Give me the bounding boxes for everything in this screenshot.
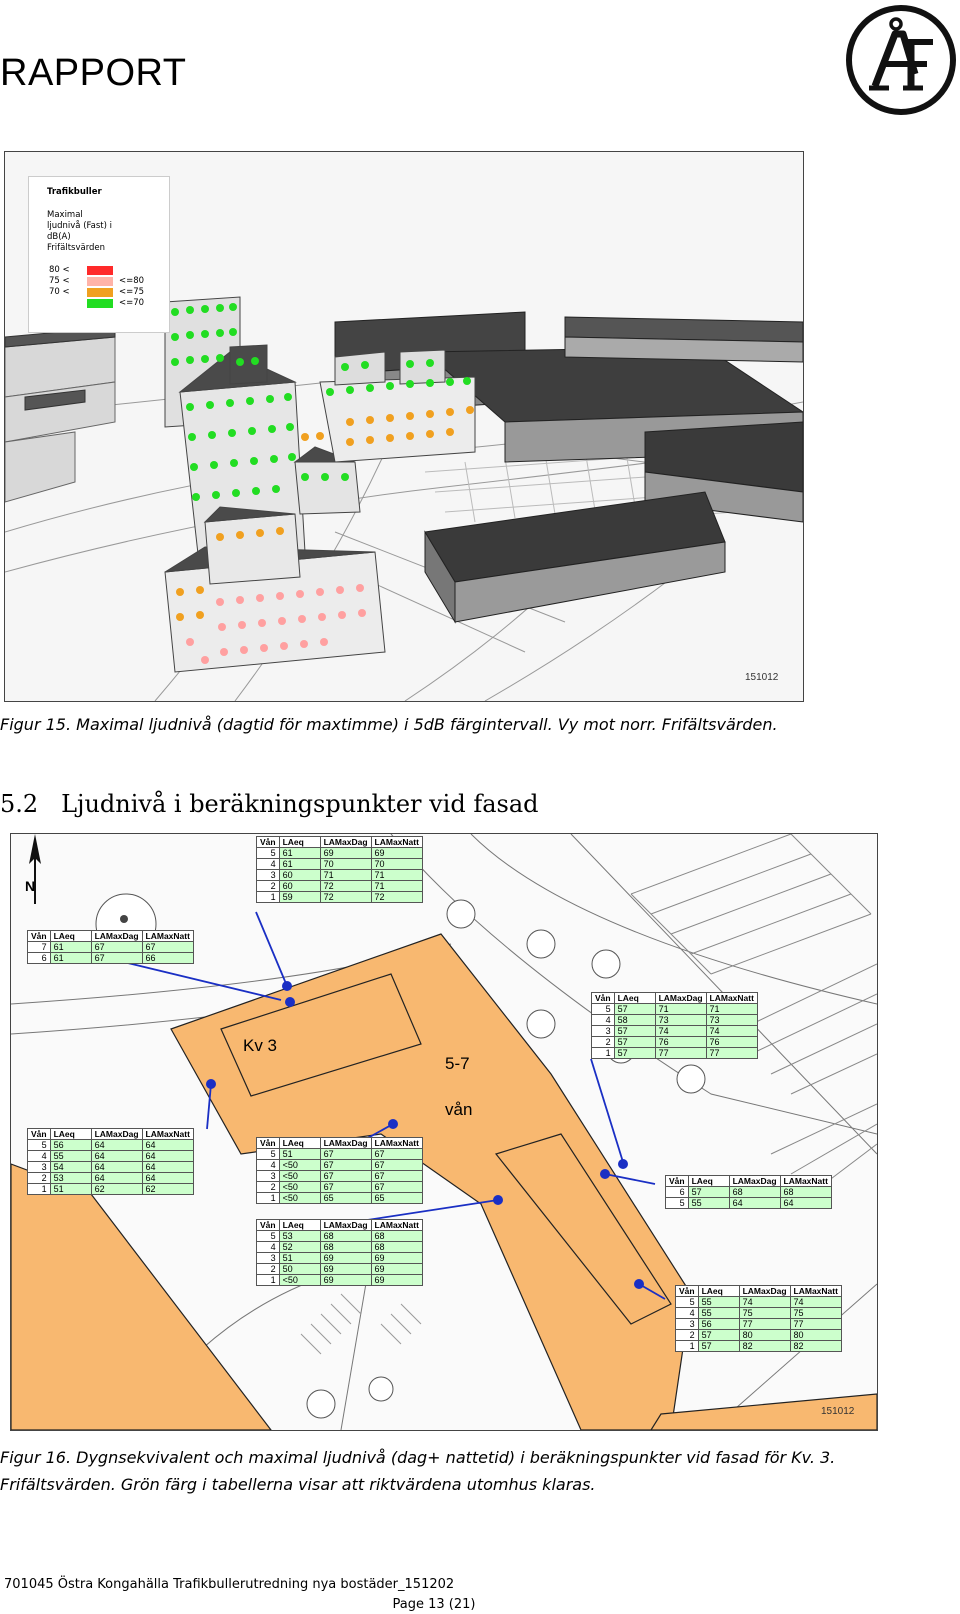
table-cell: 67 <box>371 1149 422 1160</box>
table-header-cell: LAMaxDag <box>320 1220 371 1231</box>
table-row <box>257 848 423 859</box>
table-header-cell: LAMaxNatt <box>142 931 193 942</box>
table-cell: 56 <box>50 1140 91 1151</box>
table-cell: 77 <box>655 1048 706 1059</box>
table-cell: 67 <box>320 1182 371 1193</box>
legend-right-label: <=70 <box>119 298 145 308</box>
table-row <box>257 892 423 903</box>
table-row <box>592 1048 758 1059</box>
table-cell: 2 <box>257 1264 280 1275</box>
table-cell: 7 <box>28 942 51 953</box>
figure-15-3d-view <box>4 151 804 702</box>
noise-table-5 <box>256 1137 423 1204</box>
table-cell: 1 <box>257 1193 280 1204</box>
table-row <box>257 837 423 848</box>
table-cell: 68 <box>780 1187 831 1198</box>
table-cell: 69 <box>371 1264 422 1275</box>
table-row <box>257 1253 423 1264</box>
table-row <box>666 1187 832 1198</box>
table-cell: 68 <box>729 1187 780 1198</box>
table-cell: 4 <box>676 1308 699 1319</box>
table-row <box>666 1198 832 1209</box>
figure-16-caption: Figur 16. Dygnsekvivalent och maximal ljudnivå (dag+ nattetid) i beräkningspunkter vid fasad för Kv. 3. Frifältsvärden. Grön färg i tabellerna visar att riktvärdena utomhus klaras. <box>0 1448 836 1494</box>
block-label: Kv 3 <box>243 1036 278 1055</box>
table-cell: 75 <box>790 1308 841 1319</box>
table-cell: 53 <box>50 1173 91 1184</box>
table-row <box>28 1140 194 1151</box>
report-title: RAPPORT <box>0 52 187 94</box>
table-header-cell: LAeq <box>50 931 91 942</box>
table-cell: 5 <box>676 1297 699 1308</box>
legend-line: Frifältsvärden <box>47 243 106 253</box>
table-header-cell: LAMaxDag <box>739 1286 790 1297</box>
table-cell: 68 <box>371 1242 422 1253</box>
table-cell: 1 <box>28 1184 51 1195</box>
table-row <box>28 1173 194 1184</box>
table-cell: 64 <box>91 1162 142 1173</box>
figure-15-caption: Figur 15. Maximal ljudnivå (dagtid för maxtimme) i 5dB färgintervall. Vy mot norr. Frifältsvärden. <box>0 715 778 734</box>
table-cell: 57 <box>698 1341 739 1352</box>
table-cell: 62 <box>142 1184 193 1195</box>
table-cell: 82 <box>739 1341 790 1352</box>
legend-line: ljudnivå (Fast) i <box>47 221 112 231</box>
table-row <box>257 859 423 870</box>
table-cell: 72 <box>320 892 371 903</box>
table-cell: 73 <box>706 1015 757 1026</box>
table-cell: 66 <box>142 953 193 964</box>
table-cell: 65 <box>320 1193 371 1204</box>
figure-id: 151012 <box>745 672 779 683</box>
table-cell: 64 <box>91 1140 142 1151</box>
table-row <box>592 1026 758 1037</box>
section-heading <box>0 790 539 818</box>
table-cell: 76 <box>706 1037 757 1048</box>
table-header-cell: Vån <box>28 931 51 942</box>
table-row <box>257 1264 423 1275</box>
table-cell: 80 <box>790 1330 841 1341</box>
table-cell: 62 <box>91 1184 142 1195</box>
table-cell: 77 <box>739 1319 790 1330</box>
table-cell: 4 <box>592 1015 615 1026</box>
table-cell: 1 <box>257 1275 280 1286</box>
table-cell: 61 <box>50 942 91 953</box>
table-cell: 72 <box>320 881 371 892</box>
table-row <box>28 1162 194 1173</box>
table-cell: 5 <box>257 1149 280 1160</box>
table-header-cell: LAMaxDag <box>729 1176 780 1187</box>
table-header-cell: Vån <box>676 1286 699 1297</box>
table-cell: 3 <box>257 870 280 881</box>
table-row <box>257 1242 423 1253</box>
table-cell: 73 <box>655 1015 706 1026</box>
table-cell: 77 <box>790 1319 841 1330</box>
table-row <box>28 953 194 964</box>
noise-legend <box>28 176 170 333</box>
table-cell: 51 <box>279 1253 320 1264</box>
table-cell: 64 <box>729 1198 780 1209</box>
table-cell: 71 <box>706 1004 757 1015</box>
table-cell: 64 <box>91 1173 142 1184</box>
table-cell: 51 <box>50 1184 91 1195</box>
noise-table-6 <box>665 1175 832 1209</box>
legend-left-label: 80 < <box>49 265 70 275</box>
table-cell: <50 <box>279 1193 320 1204</box>
table-row <box>257 881 423 892</box>
table-cell: 3 <box>592 1026 615 1037</box>
legend-left-label: 75 < <box>49 276 70 286</box>
table-cell: 6 <box>666 1187 689 1198</box>
table-cell: 68 <box>320 1242 371 1253</box>
table-cell: 3 <box>676 1319 699 1330</box>
table-row <box>28 931 194 942</box>
table-header-cell: Vån <box>666 1176 689 1187</box>
table-row <box>676 1308 842 1319</box>
table-header-cell: LAMaxNatt <box>142 1129 193 1140</box>
table-row <box>676 1297 842 1308</box>
table-cell: 76 <box>655 1037 706 1048</box>
table-cell: 4 <box>257 859 280 870</box>
table-cell: 4 <box>28 1151 51 1162</box>
table-cell: 2 <box>257 881 280 892</box>
table-row <box>28 942 194 953</box>
table-header-cell: Vån <box>28 1129 51 1140</box>
table-row <box>257 1275 423 1286</box>
table-cell: 69 <box>320 848 371 859</box>
table-header-cell: LAMaxNatt <box>371 837 422 848</box>
table-header-cell: LAeq <box>279 1138 320 1149</box>
table-cell: 69 <box>320 1264 371 1275</box>
table-cell: 67 <box>320 1171 371 1182</box>
af-logo <box>845 4 957 116</box>
figure-16-plan-map <box>10 833 878 1431</box>
table-cell: 1 <box>592 1048 615 1059</box>
table-cell: 57 <box>614 1004 655 1015</box>
table-row <box>257 1171 423 1182</box>
table-header-cell: LAeq <box>279 837 320 848</box>
table-cell: 3 <box>257 1253 280 1264</box>
table-cell: 55 <box>50 1151 91 1162</box>
table-cell: 51 <box>279 1149 320 1160</box>
table-cell: 75 <box>739 1308 790 1319</box>
table-cell: 70 <box>320 859 371 870</box>
noise-table-3 <box>591 992 758 1059</box>
table-cell: 67 <box>320 1149 371 1160</box>
table-row <box>592 993 758 1004</box>
table-row <box>676 1330 842 1341</box>
table-cell: 3 <box>257 1171 280 1182</box>
table-cell: <50 <box>279 1182 320 1193</box>
north-label: N <box>25 878 36 894</box>
table-cell: 71 <box>655 1004 706 1015</box>
table-cell: 64 <box>91 1151 142 1162</box>
table-cell: 74 <box>706 1026 757 1037</box>
table-header-cell: LAMaxNatt <box>790 1286 841 1297</box>
table-cell: 2 <box>676 1330 699 1341</box>
table-row <box>28 1129 194 1140</box>
noise-table-7 <box>256 1219 423 1286</box>
legend-title: Trafikbuller <box>47 187 102 197</box>
table-cell: 60 <box>279 881 320 892</box>
table-cell: 55 <box>698 1308 739 1319</box>
figure-id: 151012 <box>821 1406 855 1417</box>
table-row <box>592 1015 758 1026</box>
table-cell: 69 <box>371 1253 422 1264</box>
table-cell: 2 <box>28 1173 51 1184</box>
table-row <box>257 1149 423 1160</box>
table-cell: 64 <box>780 1198 831 1209</box>
table-cell: 56 <box>698 1319 739 1330</box>
table-row <box>257 870 423 881</box>
noise-table-4 <box>27 1128 194 1195</box>
table-cell: 5 <box>592 1004 615 1015</box>
table-header-cell: LAeq <box>279 1220 320 1231</box>
table-cell: 67 <box>320 1160 371 1171</box>
table-cell: 6 <box>28 953 51 964</box>
table-cell: 71 <box>320 870 371 881</box>
table-header-cell: LAMaxNatt <box>706 993 757 1004</box>
table-cell: 5 <box>666 1198 689 1209</box>
table-cell: 50 <box>279 1264 320 1275</box>
floors-unit-label: vån <box>445 1100 473 1119</box>
table-cell: 80 <box>739 1330 790 1341</box>
table-cell: 74 <box>790 1297 841 1308</box>
table-cell: <50 <box>279 1160 320 1171</box>
table-cell: 74 <box>739 1297 790 1308</box>
table-cell: 71 <box>371 870 422 881</box>
table-cell: 57 <box>698 1330 739 1341</box>
footer-page-number: Page 13 (21) <box>392 1597 476 1612</box>
table-cell: 67 <box>371 1182 422 1193</box>
table-cell: 67 <box>142 942 193 953</box>
table-cell: 67 <box>91 953 142 964</box>
table-cell: 55 <box>688 1198 729 1209</box>
table-cell: 72 <box>371 892 422 903</box>
table-header-cell: LAMaxDag <box>320 837 371 848</box>
noise-table-8 <box>675 1285 842 1352</box>
legend-swatch-green <box>87 299 113 308</box>
table-cell: 68 <box>371 1231 422 1242</box>
table-header-cell: LAMaxNatt <box>780 1176 831 1187</box>
table-cell: 2 <box>257 1182 280 1193</box>
table-cell: 5 <box>257 848 280 859</box>
table-cell: 4 <box>257 1160 280 1171</box>
table-row <box>257 1220 423 1231</box>
table-cell: 67 <box>371 1171 422 1182</box>
table-header-cell: LAMaxDag <box>655 993 706 1004</box>
table-cell: 52 <box>279 1242 320 1253</box>
table-cell: 55 <box>698 1297 739 1308</box>
section-number: 5.2 <box>0 790 39 818</box>
table-header-cell: Vån <box>257 1138 280 1149</box>
table-cell: <50 <box>279 1171 320 1182</box>
legend-right-label: <=80 <box>119 276 145 286</box>
table-cell: 68 <box>320 1231 371 1242</box>
table-cell: 57 <box>614 1026 655 1037</box>
table-header-cell: LAMaxDag <box>91 1129 142 1140</box>
table-row <box>28 1151 194 1162</box>
table-cell: 64 <box>142 1173 193 1184</box>
table-cell: 61 <box>279 859 320 870</box>
table-row <box>676 1341 842 1352</box>
section-title: Ljudnivå i beräkningspunkter vid fasad <box>61 790 539 818</box>
table-cell: 2 <box>592 1037 615 1048</box>
table-header-cell: LAeq <box>50 1129 91 1140</box>
table-cell: 74 <box>655 1026 706 1037</box>
table-cell: 57 <box>688 1187 729 1198</box>
table-row <box>666 1176 832 1187</box>
table-header-cell: Vån <box>257 837 280 848</box>
table-cell: 58 <box>614 1015 655 1026</box>
table-cell: 64 <box>142 1140 193 1151</box>
table-cell: 71 <box>371 881 422 892</box>
table-cell: 1 <box>676 1341 699 1352</box>
table-cell: 61 <box>50 953 91 964</box>
table-cell: 61 <box>279 848 320 859</box>
table-header-cell: Vån <box>592 993 615 1004</box>
legend-left-label: 70 < <box>49 287 70 297</box>
table-header-cell: LAeq <box>614 993 655 1004</box>
table-cell: 69 <box>320 1253 371 1264</box>
table-cell: 59 <box>279 892 320 903</box>
legend-swatch-orange <box>87 288 113 297</box>
table-cell: 70 <box>371 859 422 870</box>
table-row <box>257 1231 423 1242</box>
table-cell: 53 <box>279 1231 320 1242</box>
table-header-cell: LAMaxDag <box>320 1138 371 1149</box>
table-row <box>257 1193 423 1204</box>
table-cell: 57 <box>614 1048 655 1059</box>
table-cell: 5 <box>257 1231 280 1242</box>
legend-swatch-red <box>87 266 113 275</box>
legend-line: dB(A) <box>47 232 71 242</box>
table-header-cell: LAMaxDag <box>91 931 142 942</box>
table-header-cell: LAMaxNatt <box>371 1138 422 1149</box>
table-cell: 77 <box>706 1048 757 1059</box>
table-header-cell: LAeq <box>688 1176 729 1187</box>
table-cell: 57 <box>614 1037 655 1048</box>
legend-right-label: <=75 <box>119 287 145 297</box>
table-header-cell: LAMaxNatt <box>371 1220 422 1231</box>
table-cell: 69 <box>371 1275 422 1286</box>
table-cell: 54 <box>50 1162 91 1173</box>
noise-table-2 <box>27 930 194 964</box>
floors-label: 5-7 <box>445 1054 470 1073</box>
table-cell: 69 <box>371 848 422 859</box>
table-header-cell: LAeq <box>698 1286 739 1297</box>
footer-document-id: 701045 Östra Kongahälla Trafikbullerutredning nya bostäder_151202 <box>4 1577 455 1592</box>
legend-line: Maximal <box>47 210 83 220</box>
table-cell: 65 <box>371 1193 422 1204</box>
table-cell: 67 <box>371 1160 422 1171</box>
legend-swatch-pink <box>87 277 113 286</box>
noise-table-1 <box>256 836 423 903</box>
table-cell: 64 <box>142 1162 193 1173</box>
table-header-cell: Vån <box>257 1220 280 1231</box>
table-cell: 3 <box>28 1162 51 1173</box>
table-cell: 82 <box>790 1341 841 1352</box>
table-row <box>592 1004 758 1015</box>
table-cell: 4 <box>257 1242 280 1253</box>
table-row <box>676 1286 842 1297</box>
table-cell: 67 <box>91 942 142 953</box>
table-row <box>592 1037 758 1048</box>
table-row <box>28 1184 194 1195</box>
table-row <box>257 1160 423 1171</box>
table-cell: 69 <box>320 1275 371 1286</box>
table-cell: 60 <box>279 870 320 881</box>
table-row <box>676 1319 842 1330</box>
table-cell: 1 <box>257 892 280 903</box>
table-row <box>257 1138 423 1149</box>
table-cell: 5 <box>28 1140 51 1151</box>
table-row <box>257 1182 423 1193</box>
table-cell: 64 <box>142 1151 193 1162</box>
table-cell: <50 <box>279 1275 320 1286</box>
